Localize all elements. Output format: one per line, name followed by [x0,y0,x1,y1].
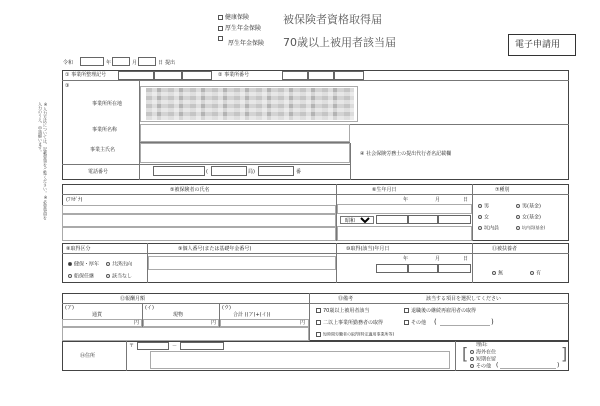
gender-male-fund[interactable]: 男(基金) [516,204,541,210]
reason-overseas[interactable]: 海外在住 [470,350,496,356]
remarks-hint: 該当する項目を選択してください [426,296,502,302]
salary-c-input[interactable] [220,319,309,327]
date-year-label: 年 [106,60,112,66]
insurance-pension-label-2: 厚生年金保険 [228,40,265,47]
office-address-label: 事業所所在地 [92,101,123,107]
gender-label: ⑦種別 [495,187,510,193]
birth-year-input[interactable] [376,215,408,224]
remarks-70-checkbox[interactable] [316,308,321,313]
reason-overseas-radio[interactable] [470,350,474,354]
acq-opt-health-pension[interactable]: 健保・厚年 [68,262,99,268]
phone-mid-label: 局) [248,169,255,175]
phone-open-paren: ( [206,169,208,175]
birth-day-label: 日 [463,197,469,203]
postal-code-2[interactable] [180,342,224,350]
office-name-label: 事業所名称 [92,127,118,133]
reason-other-input[interactable] [500,363,556,369]
address-label: ⑭住所 [80,353,96,359]
kana-input[interactable] [62,205,336,214]
electronic-badge-text: 電子申請用 [515,40,561,50]
name-input-2[interactable] [62,227,336,241]
remarks-other-close: ) [491,318,494,326]
birth-month-label: 月 [435,197,441,203]
reason-short-stay[interactable]: 短期在留 [470,357,496,363]
remarks-other[interactable]: その他 [404,320,426,326]
salary-a-label: 通貨 [92,312,103,318]
reason-other[interactable]: その他 [470,364,491,370]
mynumber-label: ⑨個人番号(または基礎年金番号) [178,246,252,252]
postal-code-1[interactable] [137,342,169,350]
gender-female-radio[interactable] [478,215,482,219]
salary-a-mark: (ア) [65,305,74,311]
salary-b-mark: (イ) [145,305,154,311]
pension-checkbox[interactable] [218,26,223,31]
office-phone-label: 電話番号 [88,169,109,175]
office-number-label: ② 事業所番号 [218,72,250,78]
gender-miner-fund[interactable]: 坑内員(基金) [516,226,545,230]
dependents-yes-radio[interactable] [530,271,534,275]
reason-short-stay-radio[interactable] [470,357,474,361]
acq-opt-none-radio[interactable] [106,274,110,278]
phone-area-input[interactable] [153,166,205,176]
remarks-multi-checkbox[interactable] [316,320,321,325]
acq-date-label: ⑩取得(該当)年月日 [346,246,390,252]
office-section-no: ③ [65,83,70,89]
mynumber-input[interactable] [148,256,336,270]
insurance-health-option[interactable]: 健康保険 [218,15,249,21]
office-address-redacted [146,88,354,120]
phone-number-input[interactable] [258,166,294,176]
remarks-70[interactable]: 70歳以上被用者該当 [316,308,369,314]
person-kana-label: (ﾌﾘｶﾞﾅ) [66,197,83,203]
person-name-label: ⑤被保険者の氏名 [170,187,210,193]
date-month-label: 月 [132,60,138,66]
dependents-no-radio[interactable] [492,271,496,275]
reason-bracket-open: [ [462,344,469,363]
salary-c-mark: (ウ) [222,305,231,311]
birth-row-1 [337,204,472,214]
acq-date-month-label: 月 [435,256,441,262]
gender-male[interactable]: 男 [478,204,489,210]
acq-opt-ship-radio[interactable] [68,274,72,278]
gender-miner-radio[interactable] [478,226,482,230]
phone-end-label: 番 [296,169,302,175]
gender-female-fund-radio[interactable] [516,215,520,219]
pension-70-checkbox[interactable] [218,36,223,41]
remarks-other-checkbox[interactable] [404,320,409,325]
salary-label: ⑫報酬月額 [120,296,146,302]
submit-year-input[interactable] [80,57,104,66]
office-code-input-2[interactable] [154,71,182,80]
birth-month-input[interactable] [408,215,438,224]
reason-other-open: ( [496,362,499,369]
acq-date-year-label: 年 [403,256,409,262]
office-code-input-3[interactable] [182,71,212,80]
salary-b-yen: 円 [211,320,217,326]
birth-row-3 [337,226,472,241]
office-number-input-3[interactable] [334,71,364,80]
acq-category-label: ⑧取得区分 [66,246,91,252]
gender-miner[interactable]: 坑内員 [478,226,499,232]
reason-bracket-close: ] [561,344,568,363]
remarks-other-open: ( [434,318,437,326]
gender-miner-fund-radio[interactable] [516,226,520,230]
name-input[interactable] [62,214,336,227]
health-checkbox[interactable] [218,15,223,20]
dependents-label: ⑪被扶養者 [492,246,518,252]
agent-input[interactable] [352,160,568,179]
gender-male-fund-radio[interactable] [516,204,520,208]
salary-c-label: 合計 ((ア)+(イ)) [233,312,271,318]
insurance-pension-option[interactable]: 厚生年金保険 [218,26,261,32]
reason-label: 理由: [476,342,488,348]
acq-opt-mutual[interactable]: 共済出向 [106,262,132,268]
date-submitted-label: 提出 [165,60,176,66]
office-name-input[interactable] [140,124,350,142]
pension-70-checkbox-wrap[interactable] [218,36,225,42]
submit-month-input[interactable] [112,57,130,66]
remarks-rehire[interactable]: 退職後の継続再雇用者の取得 [404,308,476,314]
salary-extra-row [62,327,309,341]
office-code-input-1[interactable] [118,71,154,80]
office-number-input-1[interactable] [282,71,308,80]
acq-date-day-input[interactable] [438,264,471,273]
remarks-short-checkbox[interactable] [316,332,321,337]
postal-dash: － [172,343,178,349]
remarks-short[interactable]: 短時間労働者の取得(特定適用事業所等) [316,332,394,337]
form-title: 被保険者資格取得届 [283,13,382,26]
date-era: 令和 [63,60,74,66]
remarks-other-input[interactable] [440,318,490,326]
gender-female[interactable]: 女 [478,215,489,221]
gender-female-fund[interactable]: 女(基金) [516,215,541,221]
acq-opt-mutual-radio[interactable] [106,262,110,266]
agent-label: ④ 社会保険労務士の提出代行者名記載欄 [360,151,452,157]
salary-a-input[interactable] [62,319,142,327]
birth-year-label: 年 [403,197,409,203]
birth-label: ⑥生年月日 [372,187,397,193]
postal-mark: 〒 [129,343,135,349]
dependents-no[interactable]: 無 [492,271,503,277]
birth-era-select[interactable] [340,216,374,224]
acq-opt-health-pension-radio[interactable] [68,262,72,266]
acq-opt-none[interactable]: 該当なし [106,274,132,280]
acq-date-day-label: 日 [463,256,469,262]
remarks-rehire-checkbox[interactable] [404,308,409,313]
phone-exchange-input[interactable] [211,166,247,176]
date-day-label: 日 [158,60,164,66]
birth-day-input[interactable] [438,215,471,224]
remarks-label: ⑬備考 [338,296,354,302]
salary-b-label: 現物 [173,312,184,318]
side-note: ※入力方法については、記載要領をご覧ください。※必要事項を入力のうえ、申請願います。 [38,102,48,220]
reason-other-radio[interactable] [470,364,474,368]
address-input[interactable] [150,351,450,369]
electronic-badge [508,34,576,56]
office-owner-input[interactable] [140,143,350,163]
office-code-label: ① 事業所整理記号 [65,72,107,78]
form-subtitle: 70歳以上被用者該当届 [283,36,396,49]
remarks-multi[interactable]: 二以上事業所勤務者の取得 [316,320,383,326]
office-number-input-2[interactable] [308,71,334,80]
salary-c-yen: 円 [300,320,306,326]
salary-a-yen: 円 [134,320,140,326]
acq-date-month-input[interactable] [408,264,438,273]
dependents-yes[interactable]: 有 [530,271,541,277]
gender-male-radio[interactable] [478,204,482,208]
acq-opt-ship[interactable]: 船保任継 [68,274,94,280]
acq-date-year-input[interactable] [376,264,408,273]
salary-b-input[interactable] [143,319,219,327]
office-owner-label: 事業主氏名 [90,147,116,153]
submit-day-input[interactable] [138,57,156,66]
reason-other-close: ) [557,362,560,369]
